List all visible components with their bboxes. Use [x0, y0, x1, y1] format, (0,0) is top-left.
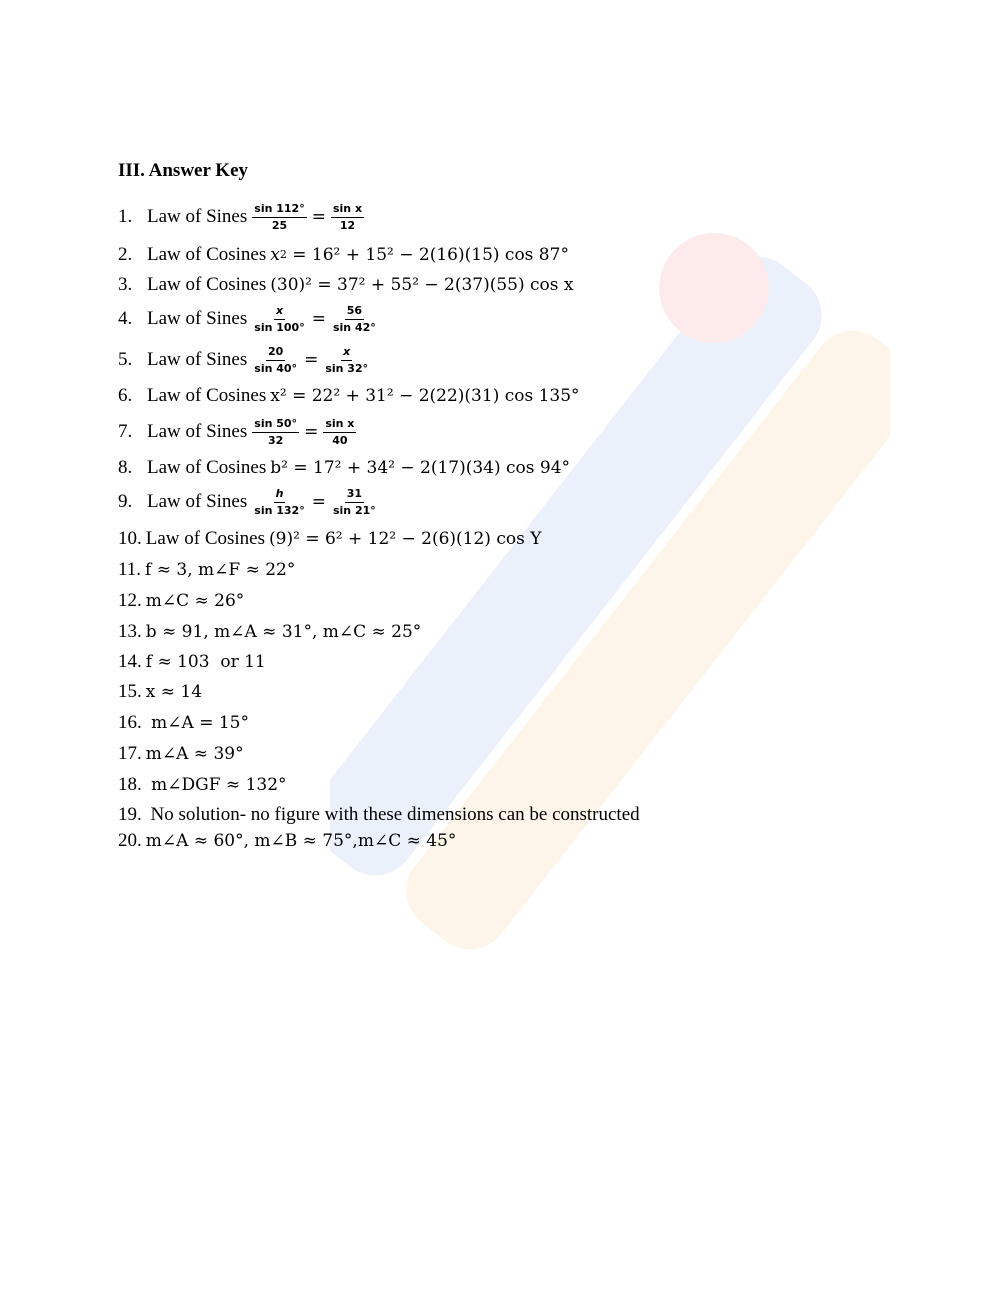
answer: m∠DGF ≈ 132° [145, 775, 287, 795]
answer-text: No solution- no figure with these dimensions can be constructed [145, 804, 640, 825]
list-item [118, 617, 421, 647]
item-label: Law of Cosines [147, 385, 267, 406]
item-number: 4. [118, 308, 133, 329]
item-label: Law of Sines [147, 308, 248, 329]
list-item [118, 677, 202, 707]
list-item [118, 487, 379, 517]
item-number: 19. [118, 804, 142, 825]
list-item [118, 453, 570, 483]
answer: b ≈ 91, m∠A ≈ 31°, m∠C ≈ 25° [145, 622, 422, 642]
equation: $\frac{20}{\sin 40^\circ}$ = $\frac{x}{\sin 32^\circ}$ [254, 344, 369, 375]
item-label: Law of Sines [147, 421, 248, 442]
item-label: Law of Sines [147, 349, 248, 370]
item-number: 13. [118, 621, 142, 642]
item-number: 20. [118, 830, 142, 851]
list-item [118, 555, 295, 585]
answer: m∠C ≈ 26° [145, 591, 245, 611]
list-item [118, 586, 244, 616]
item-number: 1. [118, 206, 133, 227]
equation: $\frac{\sin 112^\circ}{25}$ = $\frac{\text{sin x}}{12}$ [254, 201, 363, 232]
item-number: 8. [118, 457, 133, 478]
item-label: Law of Cosines [147, 244, 267, 265]
item-number: 3. [118, 274, 133, 295]
equation: $\frac{h}{\sin 132^\circ}$ = $\frac{31}{\sin 21^\circ}$ [254, 486, 376, 517]
item-number: 18. [118, 774, 142, 795]
answer: x ≈ 14 [145, 682, 203, 702]
equation: (30)² = 37² + 55² − 2(37)(55) cos x [270, 275, 574, 295]
item-number: 16. [118, 712, 142, 733]
item-label: Law of Cosines [147, 457, 267, 478]
list-item [118, 345, 371, 375]
answer: m∠A = 15° [145, 713, 249, 733]
answer: f ≈ 103 or 11 [145, 652, 266, 672]
item-number: 17. [118, 743, 142, 764]
equation: (9)² = 6² + 12² − 2(6)(12) cos Y [269, 529, 542, 549]
item-number: 14. [118, 651, 142, 672]
item-label: Law of Cosines [147, 274, 267, 295]
list-item [118, 381, 580, 411]
list-item [118, 417, 357, 447]
item-label: Law of Sines [147, 206, 248, 227]
item-number: 2. [118, 244, 133, 265]
item-number: 11. [118, 559, 142, 580]
list-item [118, 770, 287, 800]
list-item [118, 304, 379, 334]
answer: m∠A ≈ 39° [145, 744, 244, 764]
item-number: 7. [118, 421, 133, 442]
item-number: 5. [118, 349, 133, 370]
equation: $\frac{\sin 50^\circ}{32}$ = $\frac{\text{sin x}}{40}$ [254, 416, 355, 447]
item-number: 9. [118, 491, 133, 512]
list-item [118, 739, 244, 769]
list-item [118, 270, 574, 300]
equation: x² = 22² + 31² − 2(22)(31) cos 135° [270, 386, 580, 406]
list-item [118, 826, 456, 856]
list-item [118, 647, 266, 677]
equation: x 2 = 16² + 15² − 2(16)(15) cos 87° [270, 245, 569, 265]
item-number: 6. [118, 385, 133, 406]
watermark-logo [330, 210, 890, 990]
item-number: 12. [118, 590, 142, 611]
page-title: III. Answer Key [118, 160, 249, 181]
item-number: 15. [118, 681, 142, 702]
list-item [118, 240, 569, 270]
item-number: 10. [118, 528, 142, 549]
answer: f ≈ 3, m∠F ≈ 22° [145, 560, 296, 580]
list-item [118, 708, 249, 738]
equation: b² = 17² + 34² − 2(17)(34) cos 94° [270, 458, 571, 478]
item-label: Law of Sines [147, 491, 248, 512]
list-item [118, 524, 541, 554]
list-item [118, 202, 365, 232]
answer: m∠A ≈ 60°, m∠B ≈ 75°,m∠C ≈ 45° [145, 831, 457, 851]
equation: $\frac{x}{\sin 100^\circ}$ = $\frac{56}{\sin 42^\circ}$ [254, 303, 376, 334]
item-label: Law of Cosines [145, 528, 266, 549]
